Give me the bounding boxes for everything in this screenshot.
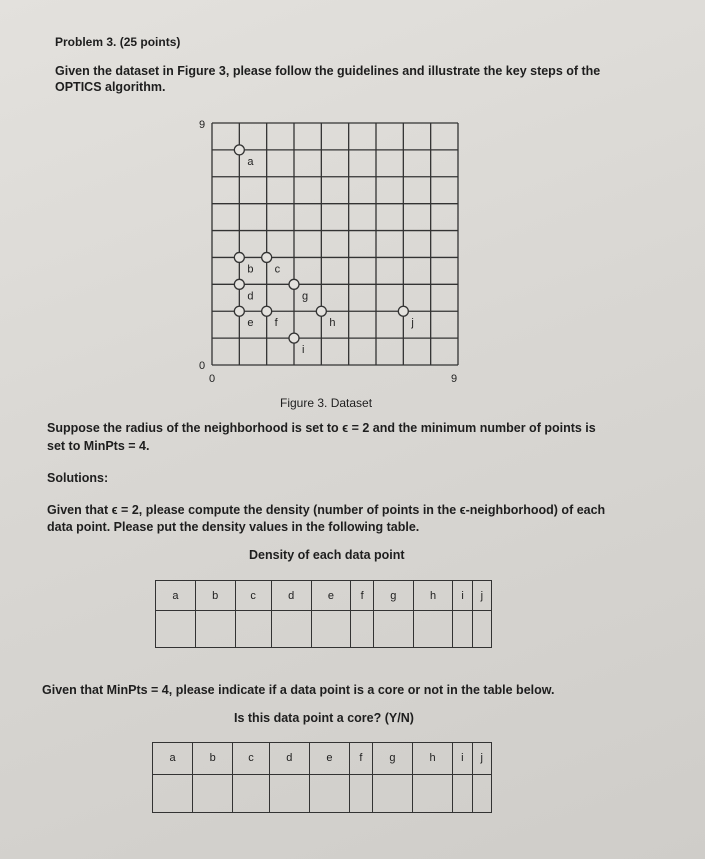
data-point-g — [289, 279, 299, 289]
data-point-f — [262, 306, 272, 316]
q1-line-2: data point. Please put the density values in the following table. — [47, 520, 420, 534]
header-row — [153, 743, 492, 775]
problem-points: (25 points) — [116, 35, 181, 49]
header-cell-a: a — [153, 743, 193, 775]
answer-cell-a[interactable] — [153, 774, 193, 813]
header-cell-e: e — [311, 581, 351, 611]
answer-row — [156, 611, 492, 648]
point-label-b: b — [247, 263, 254, 276]
x-axis-min-label: 0 — [208, 373, 216, 385]
answer-cell-f[interactable] — [351, 611, 374, 648]
answer-cell-g[interactable] — [373, 611, 413, 648]
answer-cell-f[interactable] — [350, 774, 373, 813]
answer-cell-a[interactable] — [156, 611, 196, 648]
answer-cell-h[interactable] — [412, 774, 452, 813]
header-cell-d: d — [271, 581, 311, 611]
data-point-j — [398, 306, 408, 316]
core-table — [152, 742, 492, 813]
answer-row — [153, 774, 492, 813]
data-point-i — [289, 333, 299, 343]
problem-title — [55, 35, 180, 49]
problem-number: Problem 3. — [55, 35, 117, 49]
header-row — [156, 581, 492, 611]
header-cell-b: b — [195, 581, 235, 611]
data-point-b — [234, 252, 244, 262]
setup-line-2: set to MinPts = 4. — [47, 439, 150, 453]
intro-line-2: OPTICS algorithm. — [55, 80, 166, 94]
y-axis-max-label: 9 — [198, 119, 206, 131]
answer-cell-d[interactable] — [271, 611, 311, 648]
data-point-c — [262, 252, 272, 262]
data-point-d — [234, 279, 244, 289]
answer-cell-j[interactable] — [472, 774, 491, 813]
table1-title: Density of each data point — [249, 548, 405, 562]
header-cell-h: h — [412, 743, 452, 775]
point-label-g: g — [302, 290, 309, 303]
header-cell-f: f — [350, 743, 373, 775]
answer-cell-c[interactable] — [235, 611, 271, 648]
data-point-a — [234, 145, 244, 155]
answer-cell-g[interactable] — [372, 774, 412, 813]
header-cell-e: e — [309, 743, 349, 775]
answer-cell-i[interactable] — [453, 774, 472, 813]
answer-cell-i[interactable] — [453, 611, 472, 648]
point-label-j: j — [411, 317, 414, 330]
header-cell-g: g — [373, 581, 413, 611]
header-cell-h: h — [413, 581, 453, 611]
point-label-i: i — [302, 344, 305, 357]
answer-cell-b[interactable] — [193, 774, 233, 813]
answer-cell-b[interactable] — [195, 611, 235, 648]
answer-cell-j[interactable] — [472, 611, 491, 648]
answer-cell-e[interactable] — [309, 774, 349, 813]
point-label-a: a — [247, 155, 254, 168]
point-label-e: e — [247, 317, 254, 330]
solutions-label: Solutions: — [47, 471, 109, 485]
header-cell-i: i — [453, 581, 472, 611]
header-cell-c: c — [235, 581, 271, 611]
header-cell-f: f — [351, 581, 374, 611]
y-axis-min-label: 0 — [198, 360, 206, 372]
q1-line-1: Given that ϵ = 2, please compute the density (number of points in the ϵ-neighborhood) of each — [47, 503, 606, 517]
data-point-e — [234, 306, 244, 316]
header-cell-g: g — [372, 743, 412, 775]
data-point-h — [316, 306, 326, 316]
figure-caption: Figure 3. Dataset — [280, 396, 373, 410]
header-cell-a: a — [156, 581, 196, 611]
density-table — [155, 580, 492, 648]
header-cell-j: j — [472, 581, 491, 611]
point-label-c: c — [274, 263, 281, 276]
table2-title: Is this data point a core? (Y/N) — [234, 711, 414, 725]
answer-cell-d[interactable] — [269, 774, 309, 813]
header-cell-c: c — [233, 743, 270, 775]
intro-line-1: Given the dataset in Figure 3, please follow the guidelines and illustrate the key steps of the — [55, 64, 601, 78]
answer-cell-c[interactable] — [233, 774, 270, 813]
point-label-f: f — [274, 317, 278, 330]
point-label-d: d — [247, 290, 254, 303]
dataset-figure — [190, 110, 480, 390]
header-cell-j: j — [472, 743, 491, 775]
answer-cell-h[interactable] — [413, 611, 453, 648]
setup-line-1: Suppose the radius of the neighborhood is set to ϵ = 2 and the minimum number of points is — [47, 421, 596, 435]
header-cell-i: i — [453, 743, 472, 775]
answer-cell-e[interactable] — [311, 611, 351, 648]
header-cell-b: b — [193, 743, 233, 775]
header-cell-d: d — [269, 743, 309, 775]
q2-text: Given that MinPts = 4, please indicate if a data point is a core or not in the table below. — [42, 683, 555, 697]
x-axis-max-label: 9 — [450, 373, 458, 385]
point-label-h: h — [329, 317, 336, 330]
